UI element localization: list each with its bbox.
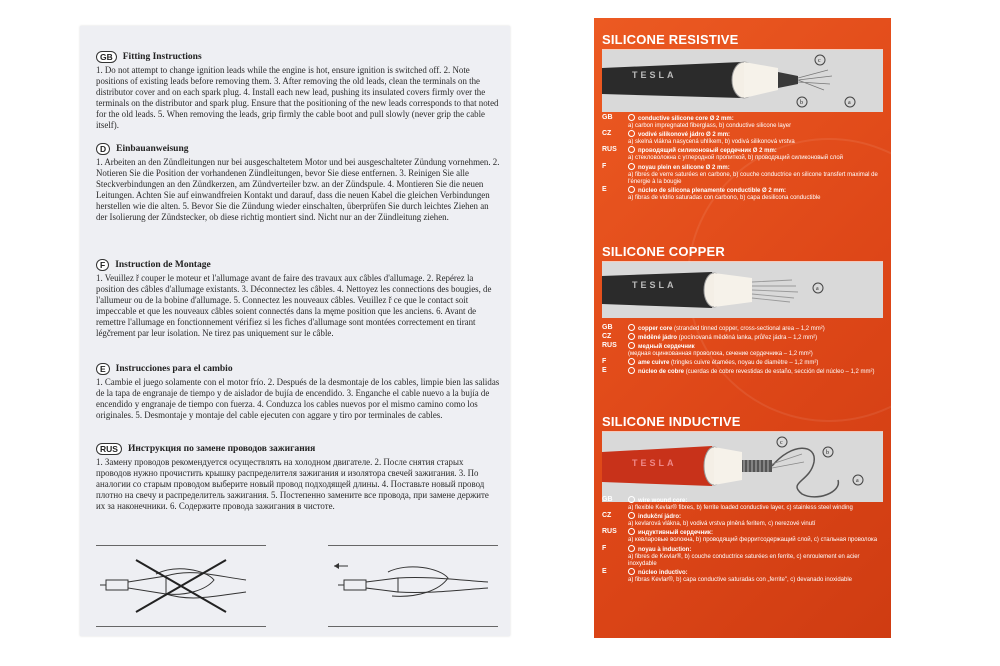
lang-badge: GB	[96, 51, 117, 63]
copper-spec-list	[602, 324, 883, 377]
copper-cable-image	[602, 262, 883, 318]
brand-logo: TESLA	[632, 280, 677, 290]
section-body: 1. Arbeiten an den Zündleitungen nur bei ausgeschaltetem Motor und bei ausgeschalteter Zündung vornehmen. 2. Notieren Sie die Position der vorhandenen Zündleitungen, bevor Sie diese entfernen. 3. Reinigen Sie alle Steckverbindungen an den Zündkerzen, am Zündverteiler bzw. an der Zündspule. 4. Montieren Sie die neuen Leitungen. Achten Sie auf einwandfreien Kontakt und darauf, dass die neuen Kabel die gleichen Verbindungen herstellen wie die alten. 5. Bevor Sie die Zündung wieder einschalten, überprüfen Sie durch leichtes Ziehen an der Isolierung der Zündstecker, ob diese richtig montiert sind. Nicht nur an der Zündleitung ziehen.	[96, 157, 500, 223]
callout-a: a	[816, 286, 819, 292]
spec-row: F noyau à induction: a) fibres de Kevlar®, b) couche conductrice saturées en ferrite, c) enroulement en acier inoxydable	[602, 544, 860, 567]
spec-row: CZ vodivé silikonové jádro Ø 2 mm: a) skelná vlákna nasycená uhlíkem, b) vodivá silikonová vrstva	[602, 130, 795, 146]
lang-badge: D	[96, 143, 110, 155]
section-body: 1. Cambie el juego solamente con el motor frío. 2. Después de la desmontaje de los cables, limpie bien las salidas de la tapa de engranaje de tiempo y de aislador de bujía de encendido. 3. Enganche el cable nuevo a la bujía de encendido y engranaje de tiempo con fuerza. 4. Conduzca los cables nuevos por el mismo camino como los originales. 5. Desmontaje y montaje del cable ejecuten con aggare y tiro por terminales de cables.	[96, 377, 500, 421]
section-gb	[96, 50, 500, 132]
section-d	[96, 142, 500, 224]
callout-a: a	[848, 100, 851, 106]
callout-a: a	[856, 478, 859, 484]
instruction-sheet	[80, 26, 510, 636]
panel-title: SILICONE RESISTIVE	[602, 32, 739, 47]
callout-c: c	[780, 440, 783, 446]
spec-row: CZ indukční jádro: a) kevlarová vlákna, b) vodivá vrstva plněná feritem, c) nerezové vinutí	[602, 512, 816, 528]
spec-sheet	[594, 18, 891, 638]
callout-b: b	[800, 100, 803, 106]
section-title: Fitting Instructions	[122, 52, 202, 62]
brand-logo: TESLA	[632, 70, 677, 80]
panel-inductive-header	[602, 414, 883, 432]
resistive-spec-list	[602, 114, 883, 202]
inductive-cable-image	[602, 432, 883, 502]
spec-row: GB wire wound core: a) flexible Kevlar® fibres, b) ferrite loaded conductive layer, c) stainless steel winding	[602, 496, 853, 512]
section-title: Инструкция по замене проводов зажигания	[127, 444, 316, 454]
lang-badge: E	[96, 363, 110, 375]
spec-row: RUS индуктивный сердечник: a) кевларовые волокна, b) проводящий ферритсодержащий слой, c) стальная проволока	[602, 528, 878, 544]
spec-row: E núcleo de silicona plenamente conductible Ø 2 mm: a) fibras de vidrio saturadas con carbono, b) capa desilicona conductible	[602, 185, 821, 201]
section-e	[96, 362, 500, 421]
spec-row: GB copper core (stranded tinned copper, cross-sectional area – 1,2 mm²)	[602, 324, 825, 332]
spec-row: RUS медный сердечник (медная оцинкованная проволока, сечение сердечника – 1,2 mm²)	[602, 342, 813, 358]
spec-row: RUS проводящий силиконовый сердечник Ø 2 mm: a) стекловолокна с углеродной пропиткой, b) проводящий силиконовый слой	[602, 146, 844, 162]
wrong-grip-illustration	[96, 545, 266, 627]
spec-row: CZ měděné jádro (pocínovaná měděná lanka, průřez jádra – 1,2 mm²)	[602, 333, 818, 342]
section-title: Instruction de Montage	[115, 260, 211, 270]
section-body: 1. Замену проводов рекомендуется осуществлять на холодном двигателе. 2. После снятия старых проводов нужно прочистить крышку распределителя зажигания и изолятора свечей зажигания. 3. По аналогии со старым проводом выберите новый провод подходящей длины. 4. Поставьте новый провод плотно на свечу и распределитель зажигания. 5. Постепенно замените все провода, при замене держите их за наконечники. 6. Содержите провода зажигания в чистоте.	[96, 457, 489, 512]
correct-grip-illustration	[328, 545, 498, 627]
spec-row: E núcleo inductivo: a) fibras Kevlar®, b) capa conductive saturadas con „ferrite", c) devanado inoxidable	[602, 567, 853, 583]
callout-b: b	[826, 450, 829, 456]
spec-row: GB conductive silicone core Ø 2 mm: a) carbon impregnated fiberglass, b) conductive silicone layer	[602, 114, 792, 130]
resistive-cable-image	[602, 50, 883, 112]
section-title: Einbauanweisung	[116, 144, 189, 154]
spec-row: E núcleo de cobre (cuerdas de cobre revestidas de estaño, sección del núcleo – 1,2 mm²)	[602, 367, 875, 376]
section-body: 1. Veuillez ř couper le moteur et l'allumage avant de faire des travaux aux câbles d'allumage. 2. Repérez la position des câbles d'allumage existants. 3. Déconnectez les câbles. 4. Nettoyez les connections des bougies, de l'allumeur ou de la bobine d'allumage. 5. Connectez les nouveaux câbles. Veuillez ř ce que le contact soit impeccable et que les nouveaux câbles soient connectés dans la męme position que les anciens. 6. Avant de remettre l'allumage en fonctionnement vérifiez si les fiches d'allumage sont montées correctement en tirant légčrement par leur isolation. Ne tirez pas uniquement sur le câble.	[96, 273, 492, 339]
section-title: Instrucciones para el cambio	[115, 364, 233, 374]
panel-copper-header	[602, 244, 883, 262]
section-rus	[96, 442, 500, 512]
spec-row: F noyau plein en silicone Ø 2 mm: a) fibres de verre saturées en carbone, b) couche conductrice en silicone transfert maximal de l'énergie à la bougie	[602, 162, 878, 185]
section-f	[96, 258, 500, 340]
lang-badge: F	[96, 259, 109, 271]
brand-logo: TESLA	[632, 458, 677, 468]
panel-title: SILICONE INDUCTIVE	[602, 414, 741, 429]
section-body: 1. Do not attempt to change ignition leads while the engine is hot, ensure ignition is switched off. 2. Note positions of existing leads before removing them. 3. After removing the old leads, clean the terminals on the distributor cover and on each spark plug. 4. Install each new lead, pushing its insulated covers firmly over the terminals on the distributor and spark plug. Ensure that the positioning of the new leads corresponds to that noted for the old leads. 5. When removing the leads, grip firmly the cable boot and pull slowly (never grip the cable itself).	[96, 65, 499, 131]
callout-c: c	[818, 58, 821, 64]
panel-resistive-header	[602, 32, 883, 50]
panel-title: SILICONE COPPER	[602, 244, 725, 259]
spec-row: F ame cuivre (tringles cuivre étamées, noyau de diamètre – 1,2 mm²)	[602, 358, 819, 367]
lang-badge: RUS	[96, 443, 122, 455]
inductive-spec-list	[602, 496, 883, 584]
